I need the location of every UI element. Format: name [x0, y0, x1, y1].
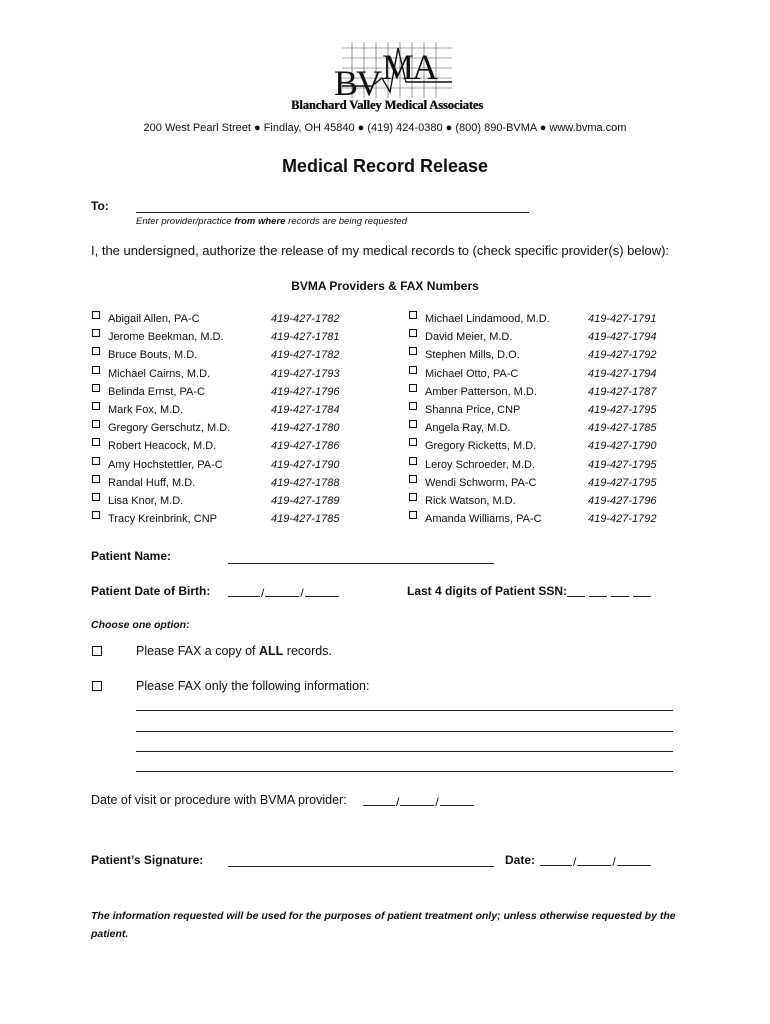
provider-fax: 419-427-1796: [588, 494, 657, 507]
fax-only-checkbox[interactable]: [92, 681, 102, 691]
info-line[interactable]: [136, 751, 673, 752]
logo-letters-top: MA: [382, 47, 437, 87]
provider-checkbox[interactable]: [409, 493, 417, 501]
fax-only-label: Please FAX only the following information:: [136, 679, 370, 693]
provider-checkbox[interactable]: [92, 384, 100, 392]
provider-row: [90, 313, 690, 331]
provider-name: Gregory Gerschutz, M.D.: [108, 422, 231, 435]
options-heading: Choose one option:: [91, 619, 190, 631]
provider-name: Michael Cairns, M.D.: [108, 367, 211, 380]
provider-checkbox[interactable]: [92, 311, 100, 319]
sign-separator: /: [612, 855, 616, 869]
provider-checkbox[interactable]: [92, 493, 100, 501]
provider-name: Michael Otto, PA-C: [425, 367, 519, 380]
provider-name: Wendi Schworm, PA-C: [425, 476, 537, 489]
dob-separator: /: [261, 586, 265, 600]
provider-name: Leroy Schroeder, M.D.: [425, 458, 536, 471]
visit-separator: /: [435, 795, 439, 809]
provider-row: [90, 459, 690, 477]
provider-name: Tracy Kreinbrink, CNP: [108, 513, 218, 526]
provider-name: David Meier, M.D.: [425, 331, 513, 344]
provider-fax: 419-427-1791: [588, 313, 657, 325]
provider-name: Michael Lindamood, M.D.: [425, 313, 550, 325]
provider-name: Rick Watson, M.D.: [425, 494, 516, 507]
provider-fax: 419-427-1782: [271, 313, 340, 325]
visit-date-label: Date of visit or procedure with BVMA provider:: [91, 793, 347, 807]
patient-ssn-label: Last 4 digits of Patient SSN:: [407, 584, 568, 598]
to-field[interactable]: [136, 212, 529, 213]
provider-fax: 419-427-1789: [271, 494, 340, 507]
sign-separator: /: [573, 855, 577, 869]
provider-name: Amber Patterson, M.D.: [425, 385, 537, 398]
providers-heading: BVMA Providers & FAX Numbers: [291, 279, 479, 293]
provider-name: Angela Ray, M.D.: [425, 422, 511, 435]
provider-name: Shanna Price, CNP: [425, 403, 521, 416]
provider-fax: 419-427-1792: [588, 349, 657, 362]
fax-all-prefix: Please FAX a copy of: [136, 644, 259, 658]
bvma-logo: [282, 42, 492, 118]
patient-ssn-field[interactable]: [567, 584, 651, 600]
ssn-digit-blank[interactable]: [611, 584, 629, 597]
provider-fax: 419-427-1794: [588, 367, 657, 380]
provider-name: Amanda Williams, PA-C: [425, 513, 542, 526]
provider-fax: 419-427-1790: [588, 440, 657, 453]
fax-all-suffix: records.: [283, 644, 332, 658]
provider-name: Abigail Allen, PA-C: [108, 313, 200, 325]
date-label: Date:: [505, 853, 536, 867]
logo-letters-bottom: BV: [334, 63, 381, 103]
provider-fax: 419-427-1793: [271, 367, 340, 380]
provider-checkbox[interactable]: [92, 347, 100, 355]
provider-checkbox[interactable]: [409, 384, 417, 392]
provider-checkbox[interactable]: [409, 511, 417, 519]
provider-checkbox[interactable]: [92, 420, 100, 428]
provider-fax: 419-427-1795: [588, 403, 657, 416]
fax-all-bold: ALL: [259, 644, 284, 658]
provider-row: [90, 440, 690, 458]
provider-name: Gregory Ricketts, M.D.: [425, 440, 537, 453]
provider-fax: 419-427-1784: [271, 403, 340, 416]
visit-date-field[interactable]: [363, 793, 474, 809]
address-line: 200 West Pearl Street ● Findlay, OH 45840 ● (419) 424-0380 ● (800) 890-BVMA ● www.bvma.com: [143, 122, 627, 134]
providers-table: [90, 313, 690, 531]
to-hint: [136, 216, 407, 227]
provider-fax: 419-427-1781: [271, 331, 340, 344]
provider-row: [90, 368, 690, 386]
provider-checkbox[interactable]: [92, 438, 100, 446]
footer-disclaimer: The information requested will be used for the purposes of patient treatment only; unless otherwise requested by the patient.: [91, 910, 676, 940]
provider-row: [90, 422, 690, 440]
patient-name-label: Patient Name:: [91, 549, 172, 563]
provider-checkbox[interactable]: [409, 457, 417, 465]
provider-row: [90, 386, 690, 404]
provider-fax: 419-427-1780: [271, 422, 340, 435]
provider-checkbox[interactable]: [92, 475, 100, 483]
provider-checkbox[interactable]: [409, 366, 417, 374]
provider-checkbox[interactable]: [92, 457, 100, 465]
sign-month-blank[interactable]: [540, 853, 572, 866]
to-label: To:: [91, 199, 109, 213]
provider-name: Robert Heacock, M.D.: [108, 440, 217, 453]
provider-row: [90, 495, 690, 513]
fax-all-label: [136, 644, 332, 658]
provider-fax: 419-427-1782: [271, 349, 340, 362]
provider-checkbox[interactable]: [92, 366, 100, 374]
provider-fax: 419-427-1786: [271, 440, 340, 453]
provider-checkbox[interactable]: [92, 402, 100, 410]
patient-dob-label: Patient Date of Birth:: [91, 584, 211, 598]
provider-name: Stephen Mills, D.O.: [425, 349, 520, 362]
provider-checkbox[interactable]: [409, 329, 417, 337]
provider-name: Belinda Ernst, PA-C: [108, 385, 206, 398]
patient-dob-field[interactable]: [228, 584, 339, 600]
dob-month-blank[interactable]: [228, 584, 260, 597]
sign-year-blank[interactable]: [617, 853, 651, 866]
info-line[interactable]: [136, 731, 673, 732]
dob-year-blank[interactable]: [305, 584, 339, 597]
provider-name: Lisa Knor, M.D.: [108, 494, 184, 507]
to-hint-prefix: Enter provider/practice: [136, 216, 235, 227]
provider-checkbox[interactable]: [92, 329, 100, 337]
sign-day-blank[interactable]: [577, 853, 611, 866]
signature-label: Patient’s Signature:: [91, 853, 204, 867]
signature-field[interactable]: [228, 866, 494, 867]
provider-fax: 419-427-1785: [271, 513, 340, 526]
provider-fax: 419-427-1795: [588, 458, 657, 471]
visit-separator: /: [396, 795, 400, 809]
provider-fax: 419-427-1794: [588, 331, 657, 344]
provider-row: [90, 331, 690, 349]
provider-checkbox[interactable]: [409, 311, 417, 319]
info-line[interactable]: [136, 710, 673, 711]
dob-separator: /: [300, 586, 304, 600]
provider-fax: 419-427-1796: [271, 385, 340, 398]
visit-month-blank[interactable]: [363, 793, 395, 806]
provider-name: Jerome Beekman, M.D.: [108, 331, 224, 344]
provider-checkbox[interactable]: [409, 347, 417, 355]
provider-fax: 419-427-1787: [588, 385, 657, 398]
provider-row: [90, 404, 690, 422]
provider-checkbox[interactable]: [409, 420, 417, 428]
provider-name: Amy Hochstettler, PA-C: [108, 458, 223, 471]
to-hint-suffix: records are being requested: [285, 216, 407, 227]
ssn-digit-blank[interactable]: [567, 584, 585, 597]
provider-fax: 419-427-1792: [588, 513, 657, 526]
visit-day-blank[interactable]: [400, 793, 434, 806]
provider-row: [90, 477, 690, 495]
dob-day-blank[interactable]: [265, 584, 299, 597]
provider-name: Bruce Bouts, M.D.: [108, 349, 198, 362]
provider-checkbox[interactable]: [409, 438, 417, 446]
info-line[interactable]: [136, 771, 673, 772]
provider-checkbox[interactable]: [92, 511, 100, 519]
signature-date-field[interactable]: [540, 853, 651, 869]
provider-fax: 419-427-1785: [588, 422, 657, 435]
authorization-statement: I, the undersigned, authorize the release of my medical records to (check specific provider(s) below):: [91, 243, 670, 258]
visit-year-blank[interactable]: [440, 793, 474, 806]
provider-checkbox[interactable]: [409, 475, 417, 483]
fax-all-checkbox[interactable]: [92, 646, 102, 656]
to-hint-bold: from where: [234, 216, 286, 227]
provider-checkbox[interactable]: [409, 402, 417, 410]
provider-row: [90, 513, 690, 531]
ssn-digit-blank[interactable]: [589, 584, 607, 597]
page-title: Medical Record Release: [281, 156, 489, 176]
provider-name: Mark Fox, M.D.: [108, 403, 184, 416]
provider-fax: 419-427-1795: [588, 476, 657, 489]
provider-row: [90, 349, 690, 367]
logo-org-name: Blanchard Valley Medical Associates: [291, 98, 483, 112]
provider-fax: 419-427-1790: [271, 458, 340, 471]
logo-monogram: [282, 42, 492, 104]
ssn-digit-blank[interactable]: [633, 584, 651, 597]
patient-name-field[interactable]: [228, 563, 494, 564]
provider-fax: 419-427-1788: [271, 476, 340, 489]
provider-name: Randal Huff, M.D.: [108, 476, 196, 489]
